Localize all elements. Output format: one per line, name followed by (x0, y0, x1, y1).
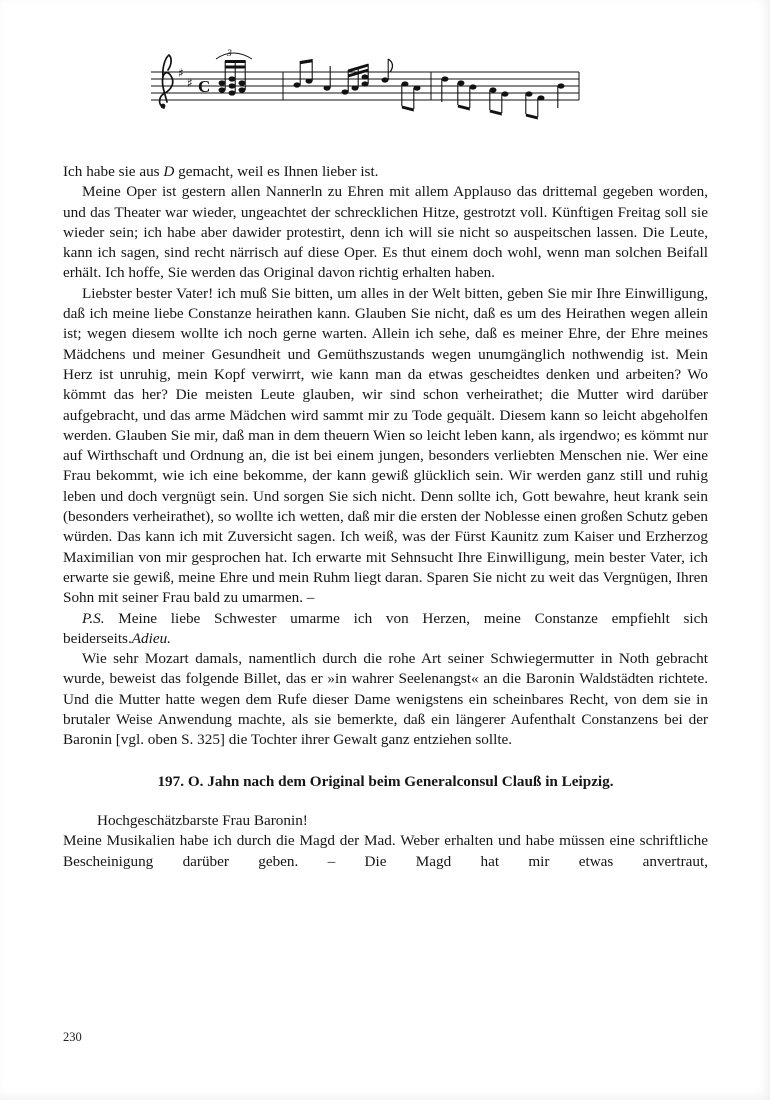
eighth-flag (388, 59, 392, 72)
paragraph-salutation: Hochgeschätzbarste Frau Baronin! (97, 811, 308, 829)
text-run: Meine liebe Schwester umarme ich von Herzen, meine Constanze empfiehlt sich beiderseits. (63, 609, 708, 647)
letter-heading: 197. O. Jahn nach dem Original beim Generalconsul Clauß in Leipzig. (157, 772, 614, 790)
note-group-measure3 (442, 76, 565, 119)
paragraph-musikalien: Meine Musikalien habe ich durch die Magd der Mad. Weber erhalten und habe müssen eine schriftliche Bescheinigung darüber geben. – Die Magd hat mir etwas anvertraut, (63, 832, 708, 870)
emphasis-run: D (163, 163, 175, 180)
paragraph-oper: Meine Oper ist gestern allen Nannerln zu Ehren mit allem Applauso das drittemal gegeben worden, und das Theater war wieder, ungeachtet der schrecklichen Hitze, gestrotzt voll. Künftigen Freitag soll sie wieder sein; ich habe aber dawider protestirt, denn ich will sie nicht so auspeitschen lassen. Die Leute, kann ich sagen, sind recht närrisch auf diese Oper. Es thut einem doch wohl, wenn man solchen Beifall erhält. Ich hoffe, Sie werden das Original davon richtig erhalten haben. (63, 183, 708, 282)
music-notation (143, 46, 583, 138)
key-signature-sharp: ♯ (178, 66, 184, 80)
text-run: gemacht, weil es Ihnen lieber ist. (174, 163, 379, 180)
text-run: Ich habe sie aus (63, 163, 164, 180)
sheet-music-figure (0, 46, 770, 138)
page-content (63, 162, 708, 872)
page-number: 230 (63, 1030, 82, 1044)
adieu-run: Adieu. (131, 629, 171, 647)
paragraph-mozart-kommentar: Wie sehr Mozart damals, namentlich durch die rohe Art seiner Schwiegermutter in Noth gebracht wurde, beweist das folgende Billet, das er »in wahrer Seelenangst« an die Baronin Waldstädten richtete. Und die Mutter hatte wegen dem Rufe dieser Dame wenigstens ein scheinbares Recht, von dem sie in brutaler Weise Anwendung machte, als sie bemerkte, daß ein längerer Aufenthalt Constanzens bei der Baronin [vgl. oben S. 325] die Tochter ihrer Gewalt ganz entziehen sollte. (63, 650, 708, 749)
note-group-measure2 (294, 59, 421, 112)
paragraph-vater: Liebster bester Vater! ich muß Sie bitten, um alles in der Welt bitten, geben Sie mir Ihre Einwilligung, daß ich meine liebe Constanze heirathen kann. Glauben Sie nicht, daß es um des Heirathen wegen allein ist; wegen diesem wollte ich noch gerne warten. Allein ich sehe, daß es meiner Ehre, der Ehre meines Mädchens und meiner Gesundheit und Gemüthszustands wegen unumgänglich nothwendig ist. Mein Herz ist unruhig, mein Kopf verwirrt, wie kann man da etwas gescheidtes denken und arbeiten? Wo kömmt das her? Die meisten Leute glauben, wir sind schon verheirathet; die Mutter wird darüber aufgebracht, und das arme Mädchen wird sammt mir zu Tode gequält. Diesem kann so leicht abgeholfen werden. Glauben Sie mir, daß man in dem theuern Wien so leicht leben kann, als irgendwo; es kömmt nur auf Wirthschaft und Ordnung an, die ist bei einem jungen, besonders verliebten Menschen nie. Wer eine Frau bekommt, wie ich eine bekomme, der kann gewiß glücklich sein. Wir werden ganz still und ruhig leben und doch vergnügt sein. Und sorgen Sie sich nicht. Denn sollte ich, Gott bewahre, heut krank sein (besonders verheirathet), so wollte ich wetten, daß mir die ersten der Noblesse einen großen Schutz geben würden. Das kann ich mit Zuversicht sagen. Ich weiß, was der Fürst Kaunitz zum Kaiser und Erzherzog Maximilian von mir gesprochen hat. Ich erwarte mit Sehnsucht Ihre Einwilligung, mein bester Vater, ich erwarte sie gewiß, meine Ehre und mein Ruhm liegt daran. Sparen Sie nicht zu weit das Vergnügen, Ihren Sohn mit seiner Frau bald zu umarmen. – (63, 284, 708, 607)
slur (216, 53, 252, 59)
ps-label: P.S. (82, 609, 105, 627)
paragraph-ps (63, 609, 708, 650)
key-signature-sharp: ♯ (187, 76, 193, 90)
triplet-number: 3 (227, 49, 232, 59)
paragraph-key-d (63, 162, 708, 182)
time-signature: C (198, 77, 211, 96)
